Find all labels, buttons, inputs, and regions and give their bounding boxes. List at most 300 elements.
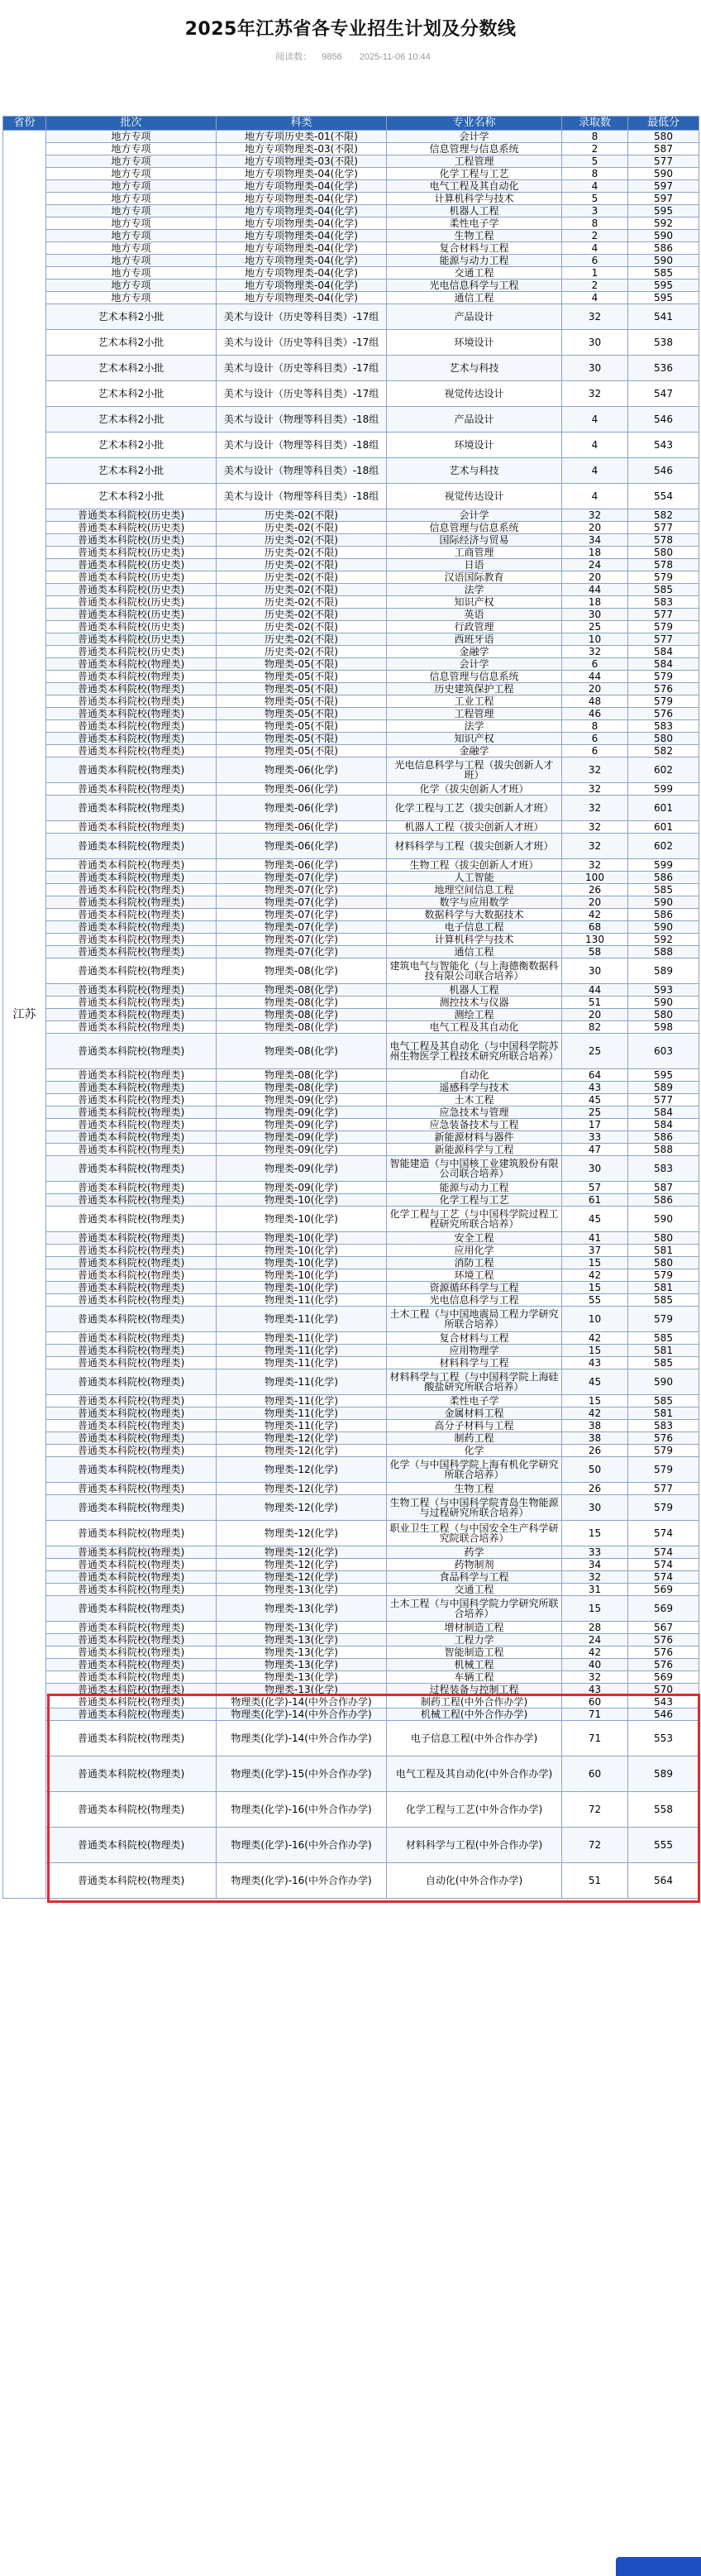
admitted-cell: 32 — [562, 821, 628, 834]
table-row — [3, 168, 699, 180]
major-cell: 材料科学与工程（与中国科学院上海硅酸盐研究所联合培养） — [387, 1369, 562, 1395]
category-cell: 物理类-09(化学) — [217, 1156, 387, 1182]
min-score-cell: 595 — [628, 280, 699, 292]
min-score-cell: 570 — [628, 1684, 699, 1696]
floating-widget[interactable] — [616, 2557, 701, 2576]
admitted-cell: 30 — [562, 609, 628, 621]
category-cell: 地方专项物理类-03(不限) — [217, 143, 387, 155]
category-cell: 物理类-06(化学) — [217, 821, 387, 834]
table-row — [3, 1082, 699, 1094]
batch-cell: 地方专项 — [46, 193, 217, 205]
min-score-cell: 541 — [628, 304, 699, 330]
batch-cell: 普通类本科院校(物理类) — [46, 996, 217, 1009]
table-row — [3, 1307, 699, 1332]
category-cell: 物理类-08(化学) — [217, 1069, 387, 1082]
table-row — [3, 330, 699, 356]
batch-cell: 普通类本科院校(物理类) — [46, 1407, 217, 1420]
major-cell: 电气工程及其自动化 — [387, 180, 562, 193]
batch-cell: 普通类本科院校(物理类) — [46, 1282, 217, 1294]
admitted-cell: 55 — [562, 1294, 628, 1307]
table-row — [3, 1294, 699, 1307]
min-score-cell: 577 — [628, 155, 699, 168]
admitted-cell: 43 — [562, 1684, 628, 1696]
major-cell: 会计学 — [387, 131, 562, 143]
major-cell: 建筑电气与智能化（与上海德衡数据科技有限公司联合培养） — [387, 958, 562, 984]
category-cell: 物理类-13(化学) — [217, 1646, 387, 1659]
batch-cell: 普通类本科院校(物理类) — [46, 1094, 217, 1106]
batch-cell: 普通类本科院校(物理类) — [46, 896, 217, 909]
batch-cell: 普通类本科院校(物理类) — [46, 1182, 217, 1194]
major-cell: 应急技术与管理 — [387, 1106, 562, 1119]
major-cell: 土木工程（与中国科学院力学研究所联合培养） — [387, 1596, 562, 1622]
major-cell: 测绘工程 — [387, 1009, 562, 1021]
min-score-cell: 588 — [628, 1144, 699, 1156]
header-min-score: 最低分 — [628, 117, 699, 131]
min-score-cell: 586 — [628, 242, 699, 255]
major-cell: 电子信息工程(中外合作办学) — [387, 1721, 562, 1756]
batch-cell: 艺术本科2小批 — [46, 433, 217, 458]
admitted-cell: 4 — [562, 242, 628, 255]
min-score-cell: 579 — [628, 1445, 699, 1457]
admitted-cell: 1 — [562, 267, 628, 280]
min-score-cell: 597 — [628, 180, 699, 193]
major-cell: 工程力学 — [387, 1634, 562, 1646]
batch-cell: 普通类本科院校(物理类) — [46, 872, 217, 884]
min-score-cell: 580 — [628, 547, 699, 559]
major-cell: 光电信息科学与工程 — [387, 1294, 562, 1307]
table-row — [3, 1420, 699, 1432]
min-score-cell: 546 — [628, 458, 699, 484]
major-cell: 金融学 — [387, 745, 562, 758]
category-cell: 历史类-02(不限) — [217, 522, 387, 534]
min-score-cell: 543 — [628, 1696, 699, 1709]
table-row — [3, 958, 699, 984]
table-row — [3, 1659, 699, 1671]
admitted-cell: 5 — [562, 193, 628, 205]
major-cell: 土木工程 — [387, 1094, 562, 1106]
table-row — [3, 1069, 699, 1082]
category-cell: 物理类-12(化学) — [217, 1571, 387, 1584]
admitted-cell: 57 — [562, 1182, 628, 1194]
admitted-cell: 30 — [562, 958, 628, 984]
table-row — [3, 1232, 699, 1245]
batch-cell: 普通类本科院校(物理类) — [46, 1069, 217, 1082]
batch-cell: 普通类本科院校(历史类) — [46, 534, 217, 547]
table-row — [3, 559, 699, 571]
table-row — [3, 1671, 699, 1684]
admitted-cell: 72 — [562, 1792, 628, 1828]
admitted-cell: 10 — [562, 633, 628, 646]
category-cell: 历史类-02(不限) — [217, 633, 387, 646]
table-row — [3, 1559, 699, 1571]
admitted-cell: 42 — [562, 1407, 628, 1420]
major-cell: 计算机科学与技术 — [387, 934, 562, 946]
min-score-cell: 567 — [628, 1622, 699, 1634]
admitted-cell: 15 — [562, 1345, 628, 1357]
major-cell: 工程管理 — [387, 708, 562, 720]
major-cell: 西班牙语 — [387, 633, 562, 646]
major-cell: 生物工程 — [387, 230, 562, 242]
major-cell: 化学工程与工艺(中外合作办学) — [387, 1792, 562, 1828]
batch-cell: 普通类本科院校(历史类) — [46, 621, 217, 633]
major-cell: 应急装备技术与工程 — [387, 1119, 562, 1131]
min-score-cell: 590 — [628, 996, 699, 1009]
table-row — [3, 1332, 699, 1345]
table-row — [3, 758, 699, 783]
category-cell: 历史类-02(不限) — [217, 584, 387, 596]
category-cell: 物理类-12(化学) — [217, 1483, 387, 1495]
category-cell: 美术与设计（历史等科目类）-17组 — [217, 381, 387, 407]
category-cell: 物理类-10(化学) — [217, 1269, 387, 1282]
category-cell: 物理类-12(化学) — [217, 1546, 387, 1559]
admitted-cell: 18 — [562, 547, 628, 559]
min-score-cell: 581 — [628, 1345, 699, 1357]
major-cell: 消防工程 — [387, 1257, 562, 1269]
major-cell: 新能源材料与器件 — [387, 1131, 562, 1144]
batch-cell: 普通类本科院校(物理类) — [46, 1546, 217, 1559]
admitted-cell: 42 — [562, 1646, 628, 1659]
major-cell: 数据科学与大数据技术 — [387, 909, 562, 921]
major-cell: 产品设计 — [387, 304, 562, 330]
min-score-cell: 577 — [628, 1094, 699, 1106]
table-row — [3, 1696, 699, 1709]
admitted-cell: 64 — [562, 1069, 628, 1082]
category-cell: 物理类-13(化学) — [217, 1634, 387, 1646]
admitted-cell: 38 — [562, 1432, 628, 1445]
table-row — [3, 1094, 699, 1106]
min-score-cell: 601 — [628, 821, 699, 834]
min-score-cell: 586 — [628, 1131, 699, 1144]
batch-cell: 普通类本科院校(物理类) — [46, 1721, 217, 1756]
major-cell: 信息管理与信息系统 — [387, 522, 562, 534]
score-table — [2, 116, 699, 1899]
batch-cell: 普通类本科院校(历史类) — [46, 596, 217, 609]
major-cell: 自动化 — [387, 1069, 562, 1082]
admitted-cell: 44 — [562, 671, 628, 683]
batch-cell: 普通类本科院校(物理类) — [46, 1445, 217, 1457]
major-cell: 应用物理学 — [387, 1345, 562, 1357]
admitted-cell: 47 — [562, 1144, 628, 1156]
admitted-cell: 50 — [562, 1457, 628, 1483]
admitted-cell: 37 — [562, 1245, 628, 1257]
table-row — [3, 217, 699, 230]
min-score-cell: 580 — [628, 733, 699, 745]
batch-cell: 地方专项 — [46, 168, 217, 180]
category-cell: 物理类-11(化学) — [217, 1369, 387, 1395]
batch-cell: 艺术本科2小批 — [46, 304, 217, 330]
admitted-cell: 6 — [562, 733, 628, 745]
major-cell: 视觉传达设计 — [387, 484, 562, 509]
admitted-cell: 15 — [562, 1257, 628, 1269]
min-score-cell: 580 — [628, 1232, 699, 1245]
batch-cell: 普通类本科院校(物理类) — [46, 1646, 217, 1659]
table-row — [3, 1709, 699, 1721]
admitted-cell: 34 — [562, 534, 628, 547]
admitted-cell: 30 — [562, 1156, 628, 1182]
batch-cell: 普通类本科院校(物理类) — [46, 934, 217, 946]
major-cell: 英语 — [387, 609, 562, 621]
min-score-cell: 577 — [628, 633, 699, 646]
admitted-cell: 32 — [562, 1671, 628, 1684]
table-row — [3, 909, 699, 921]
major-cell: 增材制造工程 — [387, 1622, 562, 1634]
major-cell: 制药工程 — [387, 1432, 562, 1445]
min-score-cell: 595 — [628, 205, 699, 217]
min-score-cell: 576 — [628, 683, 699, 695]
major-cell: 食品科学与工程 — [387, 1571, 562, 1584]
min-score-cell: 579 — [628, 621, 699, 633]
admitted-cell: 15 — [562, 1282, 628, 1294]
category-cell: 历史类-02(不限) — [217, 559, 387, 571]
major-cell: 工程管理 — [387, 155, 562, 168]
batch-cell: 普通类本科院校(物理类) — [46, 1269, 217, 1282]
min-score-cell: 603 — [628, 1034, 699, 1069]
major-cell: 材料科学与工程（拔尖创新人才班） — [387, 834, 562, 859]
batch-cell: 普通类本科院校(物理类) — [46, 658, 217, 671]
admitted-cell: 100 — [562, 872, 628, 884]
major-cell: 机器人工程 — [387, 205, 562, 217]
category-cell: 物理类-05(不限) — [217, 733, 387, 745]
major-cell: 艺术与科技 — [387, 458, 562, 484]
min-score-cell: 580 — [628, 1257, 699, 1269]
table-row — [3, 407, 699, 433]
admitted-cell: 43 — [562, 1357, 628, 1369]
category-cell: 物理类-11(化学) — [217, 1357, 387, 1369]
read-count-label: 阅读数： 9856 — [275, 52, 342, 62]
table-row — [3, 458, 699, 484]
admitted-cell: 25 — [562, 621, 628, 633]
category-cell: 美术与设计（物理等科目类）-18组 — [217, 433, 387, 458]
category-cell: 物理类-06(化学) — [217, 796, 387, 821]
batch-cell: 普通类本科院校(物理类) — [46, 1034, 217, 1069]
min-score-cell: 590 — [628, 168, 699, 180]
table-row — [3, 783, 699, 796]
publish-date: 2025-11-06 10:44 — [359, 52, 431, 62]
admitted-cell: 4 — [562, 433, 628, 458]
admitted-cell: 43 — [562, 1082, 628, 1094]
admitted-cell: 41 — [562, 1232, 628, 1245]
admitted-cell: 20 — [562, 683, 628, 695]
admitted-cell: 8 — [562, 720, 628, 733]
category-cell: 地方专项历史类-01(不限) — [217, 131, 387, 143]
category-cell: 地方专项物理类-04(化学) — [217, 193, 387, 205]
major-cell: 金属材料工程 — [387, 1407, 562, 1420]
major-cell: 光电信息科学与工程（拔尖创新人才班） — [387, 758, 562, 783]
category-cell: 物理类-08(化学) — [217, 1009, 387, 1021]
min-score-cell: 580 — [628, 131, 699, 143]
category-cell: 美术与设计（历史等科目类）-17组 — [217, 304, 387, 330]
major-cell: 交通工程 — [387, 1584, 562, 1596]
category-cell: 历史类-02(不限) — [217, 534, 387, 547]
category-cell: 物理类-05(不限) — [217, 745, 387, 758]
batch-cell: 普通类本科院校(物理类) — [46, 946, 217, 958]
table-row — [3, 1756, 699, 1792]
category-cell: 地方专项物理类-04(化学) — [217, 255, 387, 267]
table-row — [3, 267, 699, 280]
min-score-cell: 558 — [628, 1792, 699, 1828]
min-score-cell: 581 — [628, 1282, 699, 1294]
category-cell: 物理类-08(化学) — [217, 984, 387, 996]
category-cell: 物理类-13(化学) — [217, 1684, 387, 1696]
category-cell: 美术与设计（历史等科目类）-17组 — [217, 330, 387, 356]
batch-cell: 普通类本科院校(物理类) — [46, 1194, 217, 1207]
major-cell: 艺术与科技 — [387, 356, 562, 381]
table-row — [3, 1432, 699, 1445]
category-cell: 地方专项物理类-04(化学) — [217, 180, 387, 193]
category-cell: 物理类-11(化学) — [217, 1332, 387, 1345]
table-row — [3, 571, 699, 584]
major-cell: 生物工程（与中国科学院青岛生物能源与过程研究所联合培养） — [387, 1495, 562, 1521]
major-cell: 机器人工程 — [387, 984, 562, 996]
batch-cell: 普通类本科院校(物理类) — [46, 1257, 217, 1269]
batch-cell: 普通类本科院校(物理类) — [46, 1863, 217, 1899]
batch-cell: 普通类本科院校(物理类) — [46, 1294, 217, 1307]
batch-cell: 普通类本科院校(历史类) — [46, 571, 217, 584]
category-cell: 物理类-09(化学) — [217, 1131, 387, 1144]
major-cell: 知识产权 — [387, 596, 562, 609]
category-cell: 历史类-02(不限) — [217, 596, 387, 609]
min-score-cell: 595 — [628, 1069, 699, 1082]
min-score-cell: 581 — [628, 1407, 699, 1420]
table-row — [3, 1622, 699, 1634]
min-score-cell: 590 — [628, 1207, 699, 1232]
batch-cell: 普通类本科院校(物理类) — [46, 1756, 217, 1792]
min-score-cell: 590 — [628, 896, 699, 909]
major-cell: 生物工程 — [387, 1483, 562, 1495]
category-cell: 物理类-05(不限) — [217, 708, 387, 720]
province-cell: 江苏 — [3, 131, 46, 1899]
table-row — [3, 304, 699, 330]
table-row — [3, 1863, 699, 1899]
min-score-cell: 576 — [628, 708, 699, 720]
admitted-cell: 130 — [562, 934, 628, 946]
admitted-cell: 6 — [562, 658, 628, 671]
major-cell: 人工智能 — [387, 872, 562, 884]
batch-cell: 普通类本科院校(物理类) — [46, 909, 217, 921]
admitted-cell: 8 — [562, 131, 628, 143]
table-row — [3, 522, 699, 534]
admitted-cell: 32 — [562, 1571, 628, 1584]
batch-cell: 普通类本科院校(物理类) — [46, 1457, 217, 1483]
admitted-cell: 45 — [562, 1094, 628, 1106]
admitted-cell: 61 — [562, 1194, 628, 1207]
min-score-cell: 583 — [628, 1420, 699, 1432]
major-cell: 视觉传达设计 — [387, 381, 562, 407]
table-row — [3, 934, 699, 946]
min-score-cell: 579 — [628, 571, 699, 584]
table-row — [3, 1269, 699, 1282]
admitted-cell: 25 — [562, 1106, 628, 1119]
batch-cell: 普通类本科院校(物理类) — [46, 1156, 217, 1182]
min-score-cell: 584 — [628, 1119, 699, 1131]
batch-cell: 地方专项 — [46, 292, 217, 304]
category-cell: 历史类-02(不限) — [217, 646, 387, 658]
batch-cell: 普通类本科院校(历史类) — [46, 509, 217, 522]
admitted-cell: 8 — [562, 217, 628, 230]
min-score-cell: 592 — [628, 934, 699, 946]
header-province: 省份 — [3, 117, 46, 131]
table-row — [3, 1156, 699, 1182]
major-cell: 法学 — [387, 584, 562, 596]
admitted-cell: 6 — [562, 745, 628, 758]
batch-cell: 地方专项 — [46, 255, 217, 267]
major-cell: 能源与动力工程 — [387, 1182, 562, 1194]
category-cell: 物理类-10(化学) — [217, 1207, 387, 1232]
major-cell: 车辆工程 — [387, 1671, 562, 1684]
table-row — [3, 1646, 699, 1659]
admitted-cell: 30 — [562, 1495, 628, 1521]
min-score-cell: 586 — [628, 1194, 699, 1207]
category-cell: 美术与设计（历史等科目类）-17组 — [217, 356, 387, 381]
batch-cell: 普通类本科院校(物理类) — [46, 1009, 217, 1021]
min-score-cell: 601 — [628, 796, 699, 821]
batch-cell: 地方专项 — [46, 280, 217, 292]
category-cell: 物理类-08(化学) — [217, 958, 387, 984]
major-cell: 会计学 — [387, 509, 562, 522]
category-cell: 物理类-13(化学) — [217, 1584, 387, 1596]
min-score-cell: 576 — [628, 1432, 699, 1445]
table-row — [3, 1457, 699, 1483]
major-cell: 知识产权 — [387, 733, 562, 745]
batch-cell: 普通类本科院校(物理类) — [46, 1521, 217, 1546]
category-cell: 物理类-10(化学) — [217, 1232, 387, 1245]
table-row — [3, 1021, 699, 1034]
min-score-cell: 536 — [628, 356, 699, 381]
major-cell: 职业卫生工程（与中国安全生产科学研究院联合培养） — [387, 1521, 562, 1546]
category-cell: 物理类-12(化学) — [217, 1457, 387, 1483]
major-cell: 过程装备与控制工程 — [387, 1684, 562, 1696]
min-score-cell: 583 — [628, 596, 699, 609]
min-score-cell: 584 — [628, 1106, 699, 1119]
category-cell: 物理类-12(化学) — [217, 1495, 387, 1521]
batch-cell: 艺术本科2小批 — [46, 381, 217, 407]
batch-cell: 普通类本科院校(物理类) — [46, 821, 217, 834]
category-cell: 物理类-05(不限) — [217, 671, 387, 683]
major-cell: 地理空间信息工程 — [387, 884, 562, 896]
min-score-cell: 574 — [628, 1559, 699, 1571]
table-row — [3, 695, 699, 708]
table-row — [3, 1144, 699, 1156]
category-cell: 物理类-11(化学) — [217, 1345, 387, 1357]
major-cell: 化学工程与工艺（与中国科学院过程工程研究所联合培养） — [387, 1207, 562, 1232]
admitted-cell: 32 — [562, 783, 628, 796]
min-score-cell: 577 — [628, 609, 699, 621]
category-cell: 物理类-06(化学) — [217, 783, 387, 796]
category-cell: 物理类-10(化学) — [217, 1245, 387, 1257]
table-row — [3, 1571, 699, 1584]
min-score-cell: 582 — [628, 745, 699, 758]
batch-cell: 普通类本科院校(物理类) — [46, 733, 217, 745]
batch-cell: 普通类本科院校(物理类) — [46, 1709, 217, 1721]
table-row — [3, 1106, 699, 1119]
admitted-cell: 44 — [562, 984, 628, 996]
category-cell: 地方专项物理类-04(化学) — [217, 242, 387, 255]
major-cell: 会计学 — [387, 658, 562, 671]
admitted-cell: 42 — [562, 909, 628, 921]
min-score-cell: 579 — [628, 1495, 699, 1521]
min-score-cell: 589 — [628, 1756, 699, 1792]
min-score-cell: 585 — [628, 1294, 699, 1307]
batch-cell: 普通类本科院校(物理类) — [46, 1792, 217, 1828]
admitted-cell: 45 — [562, 1207, 628, 1232]
major-cell: 生物工程（拔尖创新人才班） — [387, 859, 562, 872]
batch-cell: 普通类本科院校(物理类) — [46, 758, 217, 783]
category-cell: 美术与设计（物理等科目类）-18组 — [217, 458, 387, 484]
admitted-cell: 10 — [562, 1307, 628, 1332]
category-cell: 物理类-09(化学) — [217, 1144, 387, 1156]
min-score-cell: 538 — [628, 330, 699, 356]
batch-cell: 地方专项 — [46, 143, 217, 155]
